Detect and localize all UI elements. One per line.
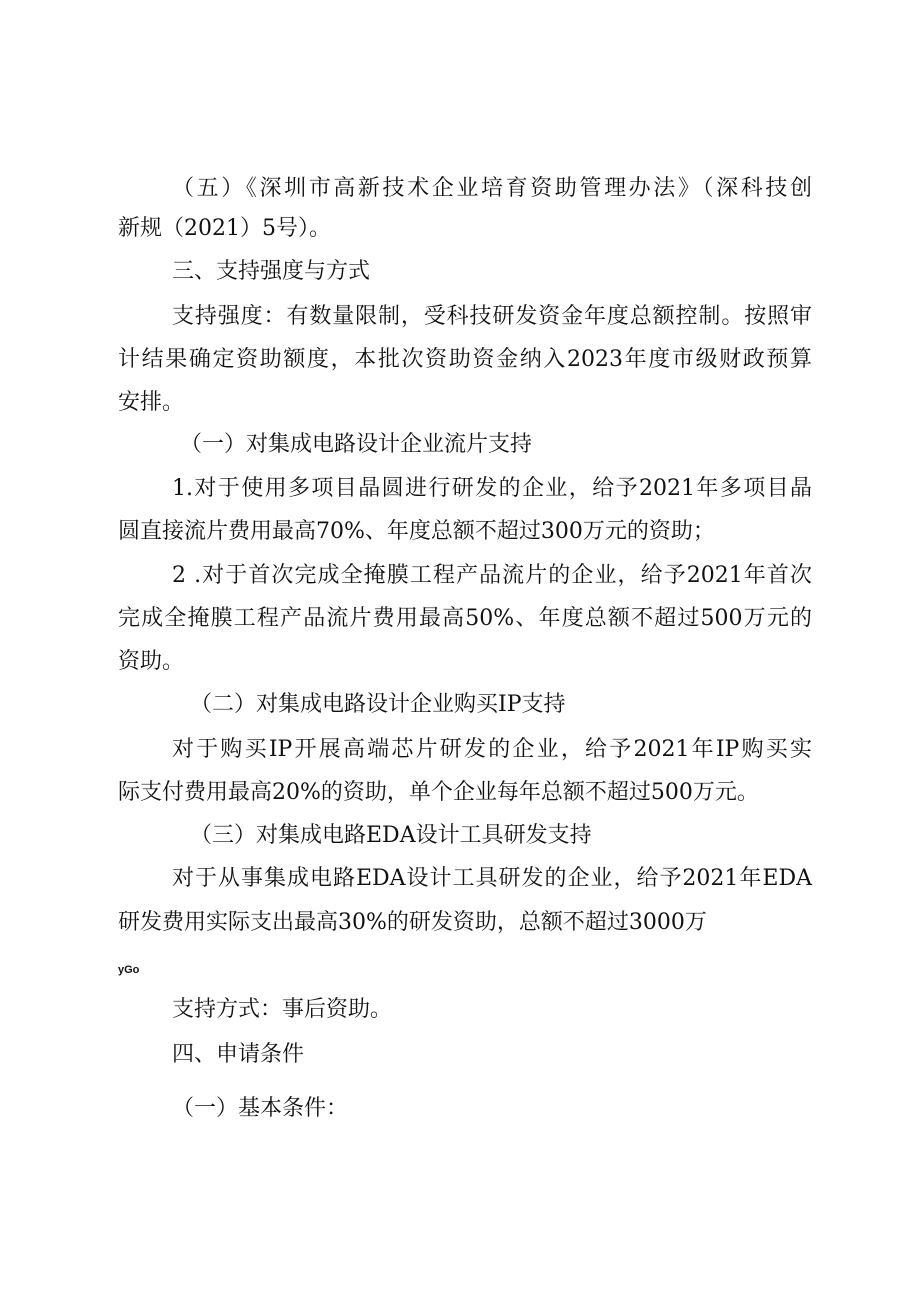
list-item-line-text: 圆直接流片费用最高70%、年度总额不超过300万元的资助； [118, 519, 715, 544]
paragraph-line-text: 计结果确定资助额度，本批次资助资金纳入2023年度市级财政预算 [118, 347, 812, 372]
paragraph-line-text: 支持方式：事后资助。 [172, 997, 393, 1022]
paragraph-line-text: 对于购买IP开展高端芯片研发的企业，给予2021年IP购买实 [172, 737, 812, 762]
section-heading-text: 三、支持强度与方式 [172, 259, 371, 284]
stray-mark: yGo [118, 964, 140, 976]
paragraph-line-text: 研发费用实际支出最高30%的研发资助，总额不超过3000万 [118, 910, 707, 935]
list-item-line-text: 资助。 [118, 649, 185, 674]
section-heading-text: 四、申请条件 [172, 1042, 305, 1067]
paragraph-line-text: （五）《深圳市高新技术企业培育资助管理办法》（深科技创 [172, 176, 812, 201]
subsection-heading-text: （一）对集成电路设计企业流片支持 [180, 432, 533, 457]
paragraph-line-text: 新规（2021）5号）。 [118, 216, 331, 241]
paragraph-line-text: 际支付费用最高20%的资助，单个企业每年总额不超过500万元。 [118, 780, 759, 805]
subsection-heading-text: （三）对集成电路EDA设计工具研发支持 [190, 823, 592, 848]
paragraph-line-text: 安排。 [118, 390, 185, 415]
paragraph-line-text: 支持强度：有数量限制，受科技研发资金年度总额控制。按照审 [172, 304, 812, 329]
subsection-heading-text: （二）对集成电路设计企业购买IP支持 [190, 692, 566, 717]
list-item-line-text: 2 .对于首次完成全掩膜工程产品流片的企业，给予2021年首次 [172, 563, 812, 588]
subsection-heading-text: （一）基本条件： [172, 1096, 349, 1121]
paragraph-line-text: 对于从事集成电路EDA设计工具研发的企业，给予2021年EDA [172, 866, 812, 891]
list-item-line-text: 完成全掩膜工程产品流片费用最高50%、年度总额不超过500万元的 [118, 606, 812, 631]
list-item-line-text: 1.对于使用多项目晶圆进行研发的企业，给予2021年多项目晶 [172, 476, 812, 501]
